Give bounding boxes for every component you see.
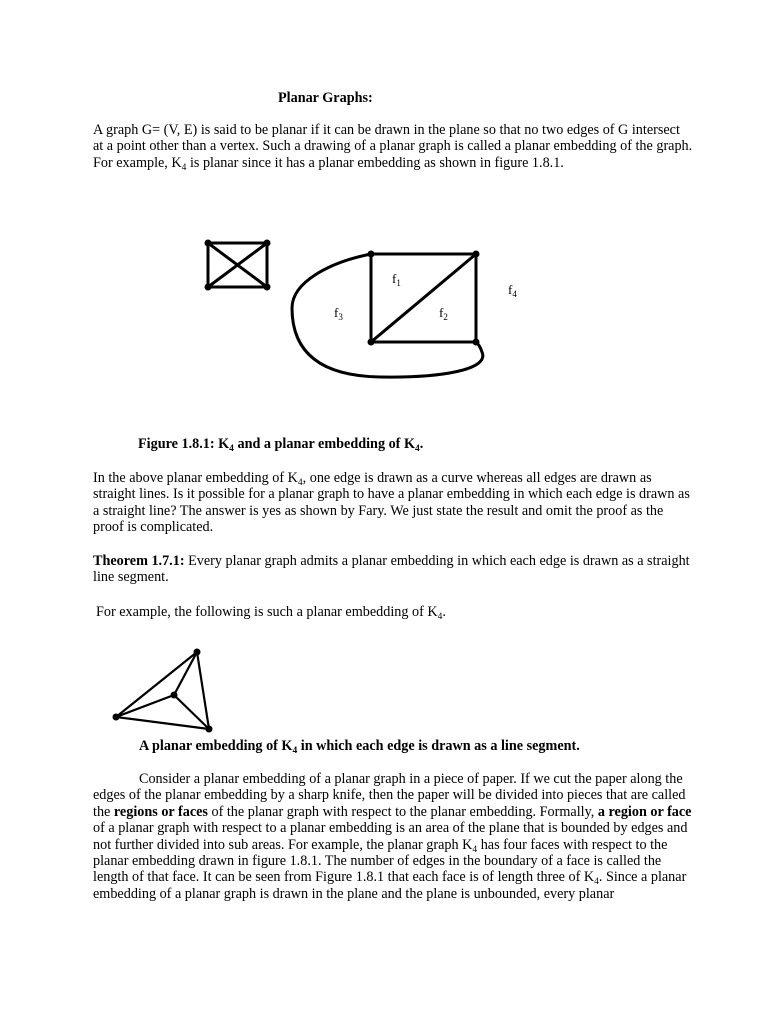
intro-text-2: is planar since it has a planar embedding as shown in figure 1.8.1. [186, 154, 564, 171]
figure-caption: Figure 1.8.1: $K_4$ and a planar embedding of $K_4$. [138, 436, 424, 454]
face-label-2: $f_2$ [439, 305, 448, 322]
straight-edge [174, 652, 197, 695]
k4-planar-embedding [292, 254, 483, 377]
body-paragraph-3: Consider a planar embedding of a planar graph in a piece of paper. If we cut the paper along the edges of the planar embedding by a sharp knife, then the paper will be divided into pieces that are called the regions or faces of the planar graph with respect to the planar embedding. Formally, a region or face of a planar graph with respect to a planar embedding is an area of the plane that is bounded by edges and not further divided into sub areas. For example, the planar graph $K_4$ has four faces with respect to the planar embedding drawn in figure 1.8.1. The number of edges in the boundary of a face is called the length of that face. It can be seen from Figure 1.8.1 that each face is of length three of $K_4$. Since a planar embedding of a planar graph is drawn in the plane and the plane is unbounded, every planar [93, 771, 692, 902]
straight-vertex [171, 692, 178, 699]
k4-vertex [264, 284, 271, 291]
k4-square-vertices [205, 240, 271, 291]
face-label-1: $f_1$ [392, 271, 401, 288]
k4-vertex [264, 240, 271, 247]
intro-text-1: A graph G= (V, E) is said to be planar if it can be drawn in the plane so that no two edges of G intersect at a point other than a vertex. Such a drawing of a planar graph is called a planar embedding of the graph. For example, K [93, 122, 693, 171]
straight-embedding-vertices [113, 649, 213, 733]
straight-vertex [194, 649, 201, 656]
embedding-vertex [473, 339, 480, 346]
embedding-edge-diagonal [371, 254, 476, 342]
embedding-curved-edge [292, 254, 483, 377]
example-sentence: For example, the following is such a planar embedding of $K_4$. [96, 604, 446, 622]
theorem-text: Every planar graph admits a planar embedding in which each edge is drawn as a straight line segment. [93, 553, 690, 586]
straight-edge [197, 652, 209, 729]
straight-vertex [113, 714, 120, 721]
term-region-or-face: a region or face [597, 803, 692, 820]
intro-subscript: 4 [181, 162, 187, 173]
k4-square-drawing [208, 243, 267, 287]
straight-edge [116, 695, 174, 717]
body-paragraph-2: In the above planar embedding of $K_4$, one edge is drawn as a curve whereas all edges are drawn as straight lines. Is it possible for a planar graph to have a planar embedding in which each edge is drawn as a straight line? The answer is yes as shown by Fary. We just state the result and omit the proof as the proof is complicated. [93, 470, 690, 536]
k4-vertex [205, 240, 212, 247]
face-label-4: $f_4$ [508, 282, 517, 299]
straight-edge [174, 695, 209, 729]
embedding-vertex [473, 251, 480, 258]
section-title: Planar Graphs: [278, 90, 373, 106]
figure-caption-2: A planar embedding of $K_4$ in which each edge is drawn as a line segment. [139, 738, 580, 756]
straight-vertex [206, 726, 213, 733]
straight-edge [116, 717, 209, 729]
straight-edge [116, 652, 197, 717]
k4-diagonal-2 [208, 243, 267, 287]
theorem-statement [93, 553, 693, 586]
k4-diagonal-1 [208, 243, 267, 287]
theorem-label: Theorem 1.7.1: [93, 553, 185, 569]
intro-paragraph [93, 122, 693, 171]
straight-line-embedding [116, 652, 209, 729]
embedding-vertex [368, 251, 375, 258]
k4-vertex [205, 284, 212, 291]
embedding-vertex [368, 339, 375, 346]
term-regions-or-faces: regions or faces [113, 803, 208, 820]
k4-square-boundary [208, 243, 267, 287]
face-label-3: $f_3$ [334, 305, 343, 322]
embedding-vertices [368, 251, 480, 346]
